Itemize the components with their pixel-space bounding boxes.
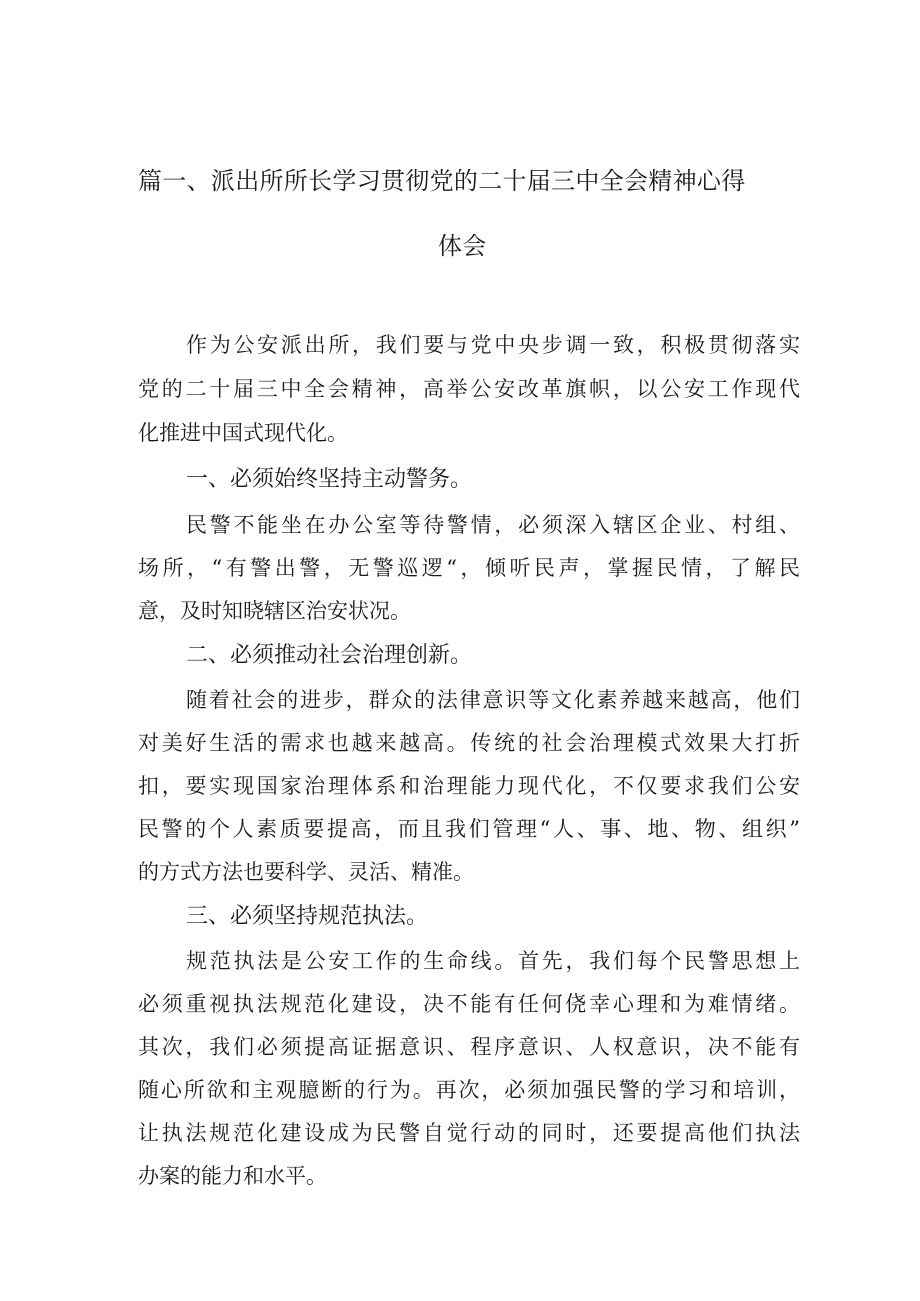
paragraph-line: 党的二十届三中全会精神，高举公安改革旗帜，以公安工作现代 xyxy=(138,377,800,401)
paragraph-line: 随心所欲和主观臆断的行为。再次，必须加强民警的学习和培训， xyxy=(138,1078,800,1102)
paragraph-line: 化推进中国式现代化。 xyxy=(138,421,348,445)
paragraph-line: 随着社会的进步，群众的法律意识等文化素养越来越高，他们 xyxy=(186,688,800,712)
paragraph-line: 扣，要实现国家治理体系和治理能力现代化，不仅要求我们公安 xyxy=(138,774,800,798)
section-heading-1: 一、必须始终坚持主动警务。 xyxy=(186,467,473,492)
section-heading-2: 二、必须推动社会治理创新。 xyxy=(186,643,473,668)
document-title-line-1: 篇一、派出所所长学习贯彻党的二十届三中全会精神心得 xyxy=(138,167,746,195)
paragraph-line: 意，及时知晓辖区治安状况。 xyxy=(138,599,411,623)
section-heading-3: 三、必须坚持规范执法。 xyxy=(186,904,429,929)
paragraph-line: 民警不能坐在办公室等待警情，必须深入辖区企业、村组、 xyxy=(186,513,800,537)
paragraph-line: 的方式方法也要科学、灵活、精准。 xyxy=(138,860,474,884)
paragraph-line: 场所，“有警出警，无警巡逻“，倾听民声，掌握民情，了解民 xyxy=(138,556,800,580)
paragraph-line: 其次，我们必须提高证据意识、程序意识、人权意识，决不能有 xyxy=(138,1035,800,1059)
paragraph-line: 对美好生活的需求也越来越高。传统的社会治理模式效果大打折 xyxy=(138,731,800,755)
document-title-line-2: 体会 xyxy=(438,232,487,260)
paragraph-line: 办案的能力和水平。 xyxy=(138,1164,327,1188)
paragraph-line: 让执法规范化建设成为民警自觉行动的同时，还要提高他们执法 xyxy=(138,1121,800,1145)
paragraph-line: 民警的个人素质要提高，而且我们管理“人、事、地、物、组织” xyxy=(138,817,800,841)
paragraph-line: 作为公安派出所，我们要与党中央步调一致，积极贯彻落实 xyxy=(186,333,800,357)
paragraph-line: 必须重视执法规范化建设，决不能有任何侥幸心理和为难情绪。 xyxy=(138,992,800,1016)
paragraph-line: 规范执法是公安工作的生命线。首先，我们每个民警思想上 xyxy=(186,949,800,973)
